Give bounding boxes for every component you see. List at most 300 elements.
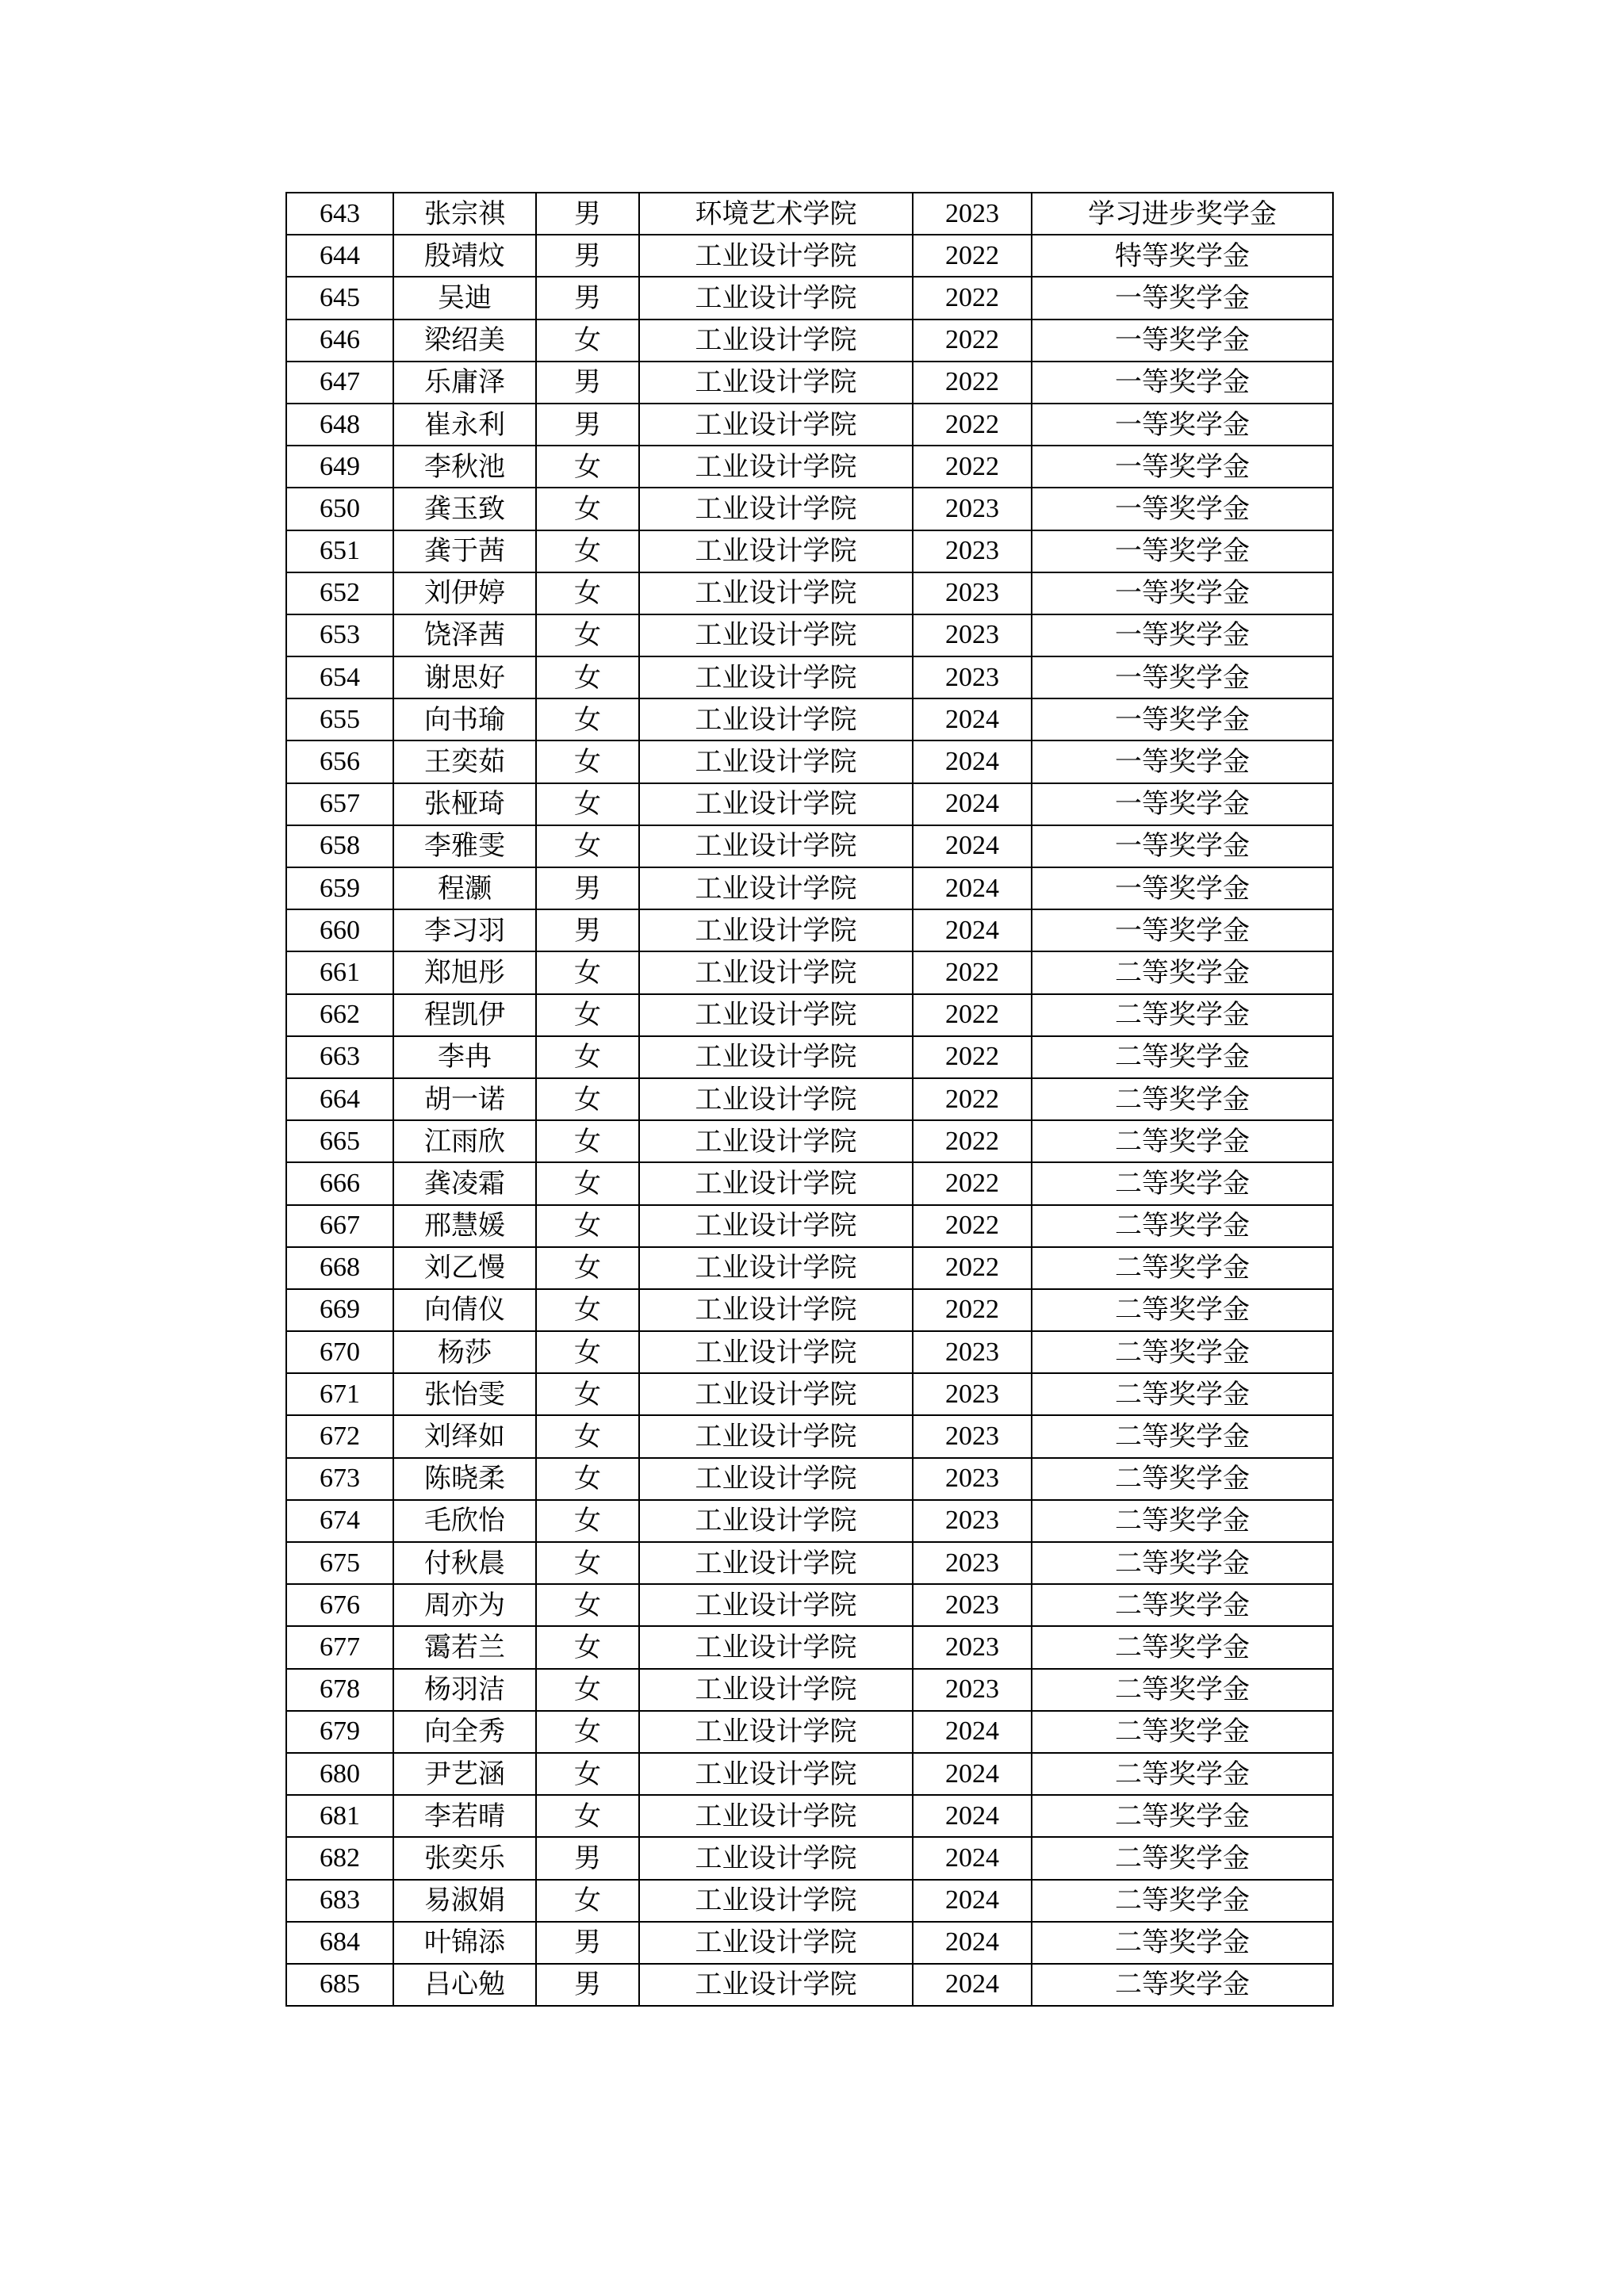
cell-college: 工业设计学院 xyxy=(639,1542,913,1584)
cell-number: 654 xyxy=(286,656,393,698)
table-row xyxy=(286,1669,1333,1711)
cell-number: 667 xyxy=(286,1205,393,1247)
cell-college: 工业设计学院 xyxy=(639,1669,913,1711)
cell-college: 工业设计学院 xyxy=(639,614,913,656)
cell-award: 二等奖学金 xyxy=(1032,1964,1333,2006)
cell-number: 668 xyxy=(286,1247,393,1289)
cell-award: 二等奖学金 xyxy=(1032,1205,1333,1247)
cell-number: 658 xyxy=(286,825,393,867)
cell-college: 工业设计学院 xyxy=(639,488,913,530)
cell-year: 2024 xyxy=(913,1711,1032,1753)
cell-year: 2022 xyxy=(913,235,1032,277)
table-row xyxy=(286,656,1333,698)
cell-college: 工业设计学院 xyxy=(639,1711,913,1753)
cell-college: 工业设计学院 xyxy=(639,1162,913,1204)
cell-number: 662 xyxy=(286,994,393,1036)
table-row xyxy=(286,1120,1333,1162)
cell-name: 霭若兰 xyxy=(393,1626,536,1668)
cell-college: 工业设计学院 xyxy=(639,572,913,614)
cell-year: 2023 xyxy=(913,614,1032,656)
cell-number: 656 xyxy=(286,740,393,783)
cell-award: 二等奖学金 xyxy=(1032,1500,1333,1542)
scholarship-table-body xyxy=(286,193,1333,2006)
cell-year: 2023 xyxy=(913,1542,1032,1584)
cell-award: 一等奖学金 xyxy=(1032,488,1333,530)
cell-year: 2024 xyxy=(913,1880,1032,1922)
cell-gender: 女 xyxy=(536,1669,639,1711)
cell-award: 一等奖学金 xyxy=(1032,656,1333,698)
cell-gender: 男 xyxy=(536,404,639,446)
cell-name: 李习羽 xyxy=(393,909,536,951)
cell-gender: 男 xyxy=(536,277,639,319)
cell-name: 李冉 xyxy=(393,1036,536,1078)
cell-name: 梁绍美 xyxy=(393,320,536,362)
table-row xyxy=(286,1795,1333,1837)
cell-award: 二等奖学金 xyxy=(1032,1795,1333,1837)
cell-year: 2022 xyxy=(913,277,1032,319)
cell-award: 一等奖学金 xyxy=(1032,320,1333,362)
cell-award: 二等奖学金 xyxy=(1032,1331,1333,1373)
cell-college: 工业设计学院 xyxy=(639,783,913,825)
cell-name: 李雅雯 xyxy=(393,825,536,867)
table-row xyxy=(286,277,1333,319)
cell-year: 2022 xyxy=(913,404,1032,446)
cell-award: 二等奖学金 xyxy=(1032,994,1333,1036)
cell-college: 工业设计学院 xyxy=(639,277,913,319)
table-row xyxy=(286,1880,1333,1922)
cell-name: 张奕乐 xyxy=(393,1837,536,1879)
cell-year: 2023 xyxy=(913,1626,1032,1668)
cell-college: 工业设计学院 xyxy=(639,1880,913,1922)
cell-award: 二等奖学金 xyxy=(1032,1669,1333,1711)
cell-gender: 男 xyxy=(536,235,639,277)
cell-number: 670 xyxy=(286,1331,393,1373)
cell-number: 657 xyxy=(286,783,393,825)
cell-college: 工业设计学院 xyxy=(639,1331,913,1373)
cell-year: 2023 xyxy=(913,1669,1032,1711)
cell-gender: 女 xyxy=(536,530,639,572)
cell-year: 2023 xyxy=(913,572,1032,614)
table-row xyxy=(286,1753,1333,1795)
cell-gender: 女 xyxy=(536,320,639,362)
cell-gender: 女 xyxy=(536,994,639,1036)
cell-number: 647 xyxy=(286,362,393,404)
cell-number: 664 xyxy=(286,1078,393,1120)
cell-gender: 女 xyxy=(536,1036,639,1078)
cell-college: 工业设计学院 xyxy=(639,1626,913,1668)
cell-year: 2022 xyxy=(913,1120,1032,1162)
cell-number: 676 xyxy=(286,1584,393,1626)
cell-number: 677 xyxy=(286,1626,393,1668)
cell-year: 2024 xyxy=(913,698,1032,740)
cell-name: 程凯伊 xyxy=(393,994,536,1036)
cell-number: 648 xyxy=(286,404,393,446)
cell-gender: 男 xyxy=(536,1837,639,1879)
cell-name: 周亦为 xyxy=(393,1584,536,1626)
cell-gender: 男 xyxy=(536,867,639,909)
table-row xyxy=(286,488,1333,530)
cell-year: 2022 xyxy=(913,1078,1032,1120)
table-row xyxy=(286,614,1333,656)
cell-number: 655 xyxy=(286,698,393,740)
cell-gender: 女 xyxy=(536,1205,639,1247)
cell-gender: 女 xyxy=(536,951,639,993)
cell-name: 陈晓柔 xyxy=(393,1458,536,1500)
cell-gender: 女 xyxy=(536,488,639,530)
table-row xyxy=(286,994,1333,1036)
cell-name: 付秋晨 xyxy=(393,1542,536,1584)
cell-name: 龚玉致 xyxy=(393,488,536,530)
cell-college: 工业设计学院 xyxy=(639,1837,913,1879)
cell-number: 666 xyxy=(286,1162,393,1204)
cell-college: 工业设计学院 xyxy=(639,698,913,740)
cell-year: 2024 xyxy=(913,825,1032,867)
cell-name: 毛欣怡 xyxy=(393,1500,536,1542)
cell-name: 吴迪 xyxy=(393,277,536,319)
cell-college: 工业设计学院 xyxy=(639,1415,913,1457)
cell-award: 一等奖学金 xyxy=(1032,530,1333,572)
cell-number: 659 xyxy=(286,867,393,909)
cell-name: 张怡雯 xyxy=(393,1373,536,1415)
cell-year: 2024 xyxy=(913,867,1032,909)
cell-college: 工业设计学院 xyxy=(639,404,913,446)
cell-name: 张宗祺 xyxy=(393,193,536,235)
cell-name: 王奕茹 xyxy=(393,740,536,783)
cell-number: 674 xyxy=(286,1500,393,1542)
cell-college: 工业设计学院 xyxy=(639,320,913,362)
cell-award: 二等奖学金 xyxy=(1032,1542,1333,1584)
cell-number: 652 xyxy=(286,572,393,614)
cell-number: 681 xyxy=(286,1795,393,1837)
table-row xyxy=(286,1289,1333,1331)
cell-year: 2022 xyxy=(913,1036,1032,1078)
cell-college: 工业设计学院 xyxy=(639,1964,913,2006)
cell-gender: 女 xyxy=(536,1247,639,1289)
table-row xyxy=(286,1500,1333,1542)
cell-name: 江雨欣 xyxy=(393,1120,536,1162)
cell-name: 崔永利 xyxy=(393,404,536,446)
table-row xyxy=(286,530,1333,572)
table-row xyxy=(286,1584,1333,1626)
cell-year: 2024 xyxy=(913,1964,1032,2006)
cell-gender: 女 xyxy=(536,1458,639,1500)
cell-college: 工业设计学院 xyxy=(639,909,913,951)
cell-number: 682 xyxy=(286,1837,393,1879)
cell-year: 2023 xyxy=(913,1500,1032,1542)
cell-gender: 女 xyxy=(536,1711,639,1753)
cell-award: 二等奖学金 xyxy=(1032,1373,1333,1415)
cell-number: 663 xyxy=(286,1036,393,1078)
cell-gender: 女 xyxy=(536,1289,639,1331)
cell-college: 工业设计学院 xyxy=(639,951,913,993)
cell-name: 龚于茜 xyxy=(393,530,536,572)
cell-gender: 女 xyxy=(536,825,639,867)
cell-name: 向书瑜 xyxy=(393,698,536,740)
cell-college: 工业设计学院 xyxy=(639,825,913,867)
cell-award: 二等奖学金 xyxy=(1032,1922,1333,1964)
cell-award: 一等奖学金 xyxy=(1032,362,1333,404)
table-row xyxy=(286,825,1333,867)
table-row xyxy=(286,404,1333,446)
cell-gender: 女 xyxy=(536,1880,639,1922)
cell-college: 工业设计学院 xyxy=(639,656,913,698)
cell-gender: 女 xyxy=(536,656,639,698)
cell-gender: 男 xyxy=(536,1922,639,1964)
cell-gender: 女 xyxy=(536,1373,639,1415)
cell-name: 饶泽茜 xyxy=(393,614,536,656)
cell-year: 2022 xyxy=(913,1162,1032,1204)
cell-year: 2023 xyxy=(913,193,1032,235)
cell-college: 工业设计学院 xyxy=(639,1205,913,1247)
cell-gender: 女 xyxy=(536,614,639,656)
table-row xyxy=(286,1205,1333,1247)
cell-award: 一等奖学金 xyxy=(1032,404,1333,446)
cell-college: 工业设计学院 xyxy=(639,1584,913,1626)
cell-gender: 女 xyxy=(536,446,639,488)
cell-number: 685 xyxy=(286,1964,393,2006)
cell-year: 2023 xyxy=(913,1584,1032,1626)
cell-number: 645 xyxy=(286,277,393,319)
cell-name: 刘乙慢 xyxy=(393,1247,536,1289)
table-row xyxy=(286,740,1333,783)
cell-award: 二等奖学金 xyxy=(1032,1415,1333,1457)
cell-year: 2024 xyxy=(913,1753,1032,1795)
cell-year: 2022 xyxy=(913,1247,1032,1289)
cell-gender: 女 xyxy=(536,1415,639,1457)
cell-award: 一等奖学金 xyxy=(1032,446,1333,488)
cell-award: 一等奖学金 xyxy=(1032,867,1333,909)
cell-year: 2023 xyxy=(913,488,1032,530)
cell-award: 二等奖学金 xyxy=(1032,1162,1333,1204)
cell-gender: 女 xyxy=(536,1542,639,1584)
cell-college: 工业设计学院 xyxy=(639,530,913,572)
cell-gender: 女 xyxy=(536,1753,639,1795)
cell-award: 二等奖学金 xyxy=(1032,1289,1333,1331)
cell-award: 一等奖学金 xyxy=(1032,614,1333,656)
cell-award: 学习进步奖学金 xyxy=(1032,193,1333,235)
table-row xyxy=(286,1247,1333,1289)
cell-award: 一等奖学金 xyxy=(1032,825,1333,867)
cell-name: 程灏 xyxy=(393,867,536,909)
table-row xyxy=(286,1964,1333,2006)
cell-number: 673 xyxy=(286,1458,393,1500)
table-row xyxy=(286,1922,1333,1964)
cell-college: 工业设计学院 xyxy=(639,1289,913,1331)
cell-award: 二等奖学金 xyxy=(1032,1626,1333,1668)
cell-award: 一等奖学金 xyxy=(1032,698,1333,740)
cell-award: 特等奖学金 xyxy=(1032,235,1333,277)
cell-award: 一等奖学金 xyxy=(1032,909,1333,951)
cell-award: 二等奖学金 xyxy=(1032,1120,1333,1162)
cell-award: 二等奖学金 xyxy=(1032,1036,1333,1078)
cell-number: 684 xyxy=(286,1922,393,1964)
table-row xyxy=(286,698,1333,740)
cell-gender: 男 xyxy=(536,909,639,951)
cell-gender: 女 xyxy=(536,572,639,614)
scholarship-table xyxy=(285,192,1334,2007)
table-row xyxy=(286,867,1333,909)
table-row xyxy=(286,1078,1333,1120)
cell-year: 2024 xyxy=(913,783,1032,825)
cell-college: 工业设计学院 xyxy=(639,446,913,488)
cell-college: 工业设计学院 xyxy=(639,867,913,909)
cell-name: 张桠琦 xyxy=(393,783,536,825)
cell-name: 杨莎 xyxy=(393,1331,536,1373)
cell-number: 672 xyxy=(286,1415,393,1457)
cell-gender: 男 xyxy=(536,1964,639,2006)
cell-college: 工业设计学院 xyxy=(639,1922,913,1964)
table-row xyxy=(286,1711,1333,1753)
cell-name: 叶锦添 xyxy=(393,1922,536,1964)
cell-name: 刘伊婷 xyxy=(393,572,536,614)
cell-year: 2022 xyxy=(913,446,1032,488)
cell-number: 644 xyxy=(286,235,393,277)
table-row xyxy=(286,1331,1333,1373)
cell-gender: 女 xyxy=(536,740,639,783)
cell-year: 2024 xyxy=(913,740,1032,783)
cell-award: 一等奖学金 xyxy=(1032,277,1333,319)
cell-name: 刘绎如 xyxy=(393,1415,536,1457)
cell-college: 工业设计学院 xyxy=(639,740,913,783)
cell-year: 2023 xyxy=(913,656,1032,698)
cell-college: 工业设计学院 xyxy=(639,362,913,404)
table-row xyxy=(286,235,1333,277)
table-row xyxy=(286,193,1333,235)
cell-number: 651 xyxy=(286,530,393,572)
cell-gender: 女 xyxy=(536,1584,639,1626)
cell-gender: 男 xyxy=(536,362,639,404)
cell-award: 二等奖学金 xyxy=(1032,1078,1333,1120)
cell-number: 669 xyxy=(286,1289,393,1331)
cell-gender: 男 xyxy=(536,193,639,235)
cell-award: 一等奖学金 xyxy=(1032,740,1333,783)
cell-year: 2022 xyxy=(913,951,1032,993)
cell-gender: 女 xyxy=(536,1078,639,1120)
cell-gender: 女 xyxy=(536,1626,639,1668)
cell-college: 工业设计学院 xyxy=(639,235,913,277)
cell-award: 二等奖学金 xyxy=(1032,1880,1333,1922)
cell-college: 工业设计学院 xyxy=(639,994,913,1036)
cell-number: 671 xyxy=(286,1373,393,1415)
cell-gender: 女 xyxy=(536,1795,639,1837)
cell-number: 650 xyxy=(286,488,393,530)
cell-college: 环境艺术学院 xyxy=(639,193,913,235)
cell-year: 2023 xyxy=(913,1331,1032,1373)
cell-name: 乐庸泽 xyxy=(393,362,536,404)
cell-award: 一等奖学金 xyxy=(1032,572,1333,614)
table-row xyxy=(286,1837,1333,1879)
cell-year: 2023 xyxy=(913,1373,1032,1415)
cell-gender: 女 xyxy=(536,783,639,825)
cell-name: 李秋池 xyxy=(393,446,536,488)
table-row xyxy=(286,362,1333,404)
table-row xyxy=(286,1036,1333,1078)
cell-name: 杨羽洁 xyxy=(393,1669,536,1711)
cell-college: 工业设计学院 xyxy=(639,1458,913,1500)
cell-gender: 女 xyxy=(536,1500,639,1542)
cell-gender: 女 xyxy=(536,1331,639,1373)
table-row xyxy=(286,1373,1333,1415)
table-row xyxy=(286,783,1333,825)
cell-year: 2024 xyxy=(913,1922,1032,1964)
cell-award: 二等奖学金 xyxy=(1032,1753,1333,1795)
table-row xyxy=(286,1415,1333,1457)
cell-award: 二等奖学金 xyxy=(1032,1711,1333,1753)
cell-name: 李若晴 xyxy=(393,1795,536,1837)
cell-year: 2023 xyxy=(913,530,1032,572)
cell-number: 660 xyxy=(286,909,393,951)
cell-college: 工业设计学院 xyxy=(639,1247,913,1289)
cell-name: 殷靖炆 xyxy=(393,235,536,277)
table-row xyxy=(286,909,1333,951)
cell-college: 工业设计学院 xyxy=(639,1036,913,1078)
cell-year: 2024 xyxy=(913,909,1032,951)
cell-year: 2022 xyxy=(913,994,1032,1036)
table-row xyxy=(286,320,1333,362)
cell-college: 工业设计学院 xyxy=(639,1120,913,1162)
cell-gender: 女 xyxy=(536,1162,639,1204)
cell-name: 谢思好 xyxy=(393,656,536,698)
cell-number: 683 xyxy=(286,1880,393,1922)
table-row xyxy=(286,1162,1333,1204)
cell-college: 工业设计学院 xyxy=(639,1078,913,1120)
cell-college: 工业设计学院 xyxy=(639,1373,913,1415)
cell-name: 邢慧媛 xyxy=(393,1205,536,1247)
cell-college: 工业设计学院 xyxy=(639,1753,913,1795)
table-row xyxy=(286,1626,1333,1668)
table-row xyxy=(286,1542,1333,1584)
cell-year: 2022 xyxy=(913,362,1032,404)
cell-year: 2022 xyxy=(913,320,1032,362)
cell-award: 二等奖学金 xyxy=(1032,1837,1333,1879)
cell-gender: 女 xyxy=(536,1120,639,1162)
cell-year: 2023 xyxy=(913,1458,1032,1500)
cell-number: 653 xyxy=(286,614,393,656)
cell-name: 龚凌霜 xyxy=(393,1162,536,1204)
cell-name: 易淑娟 xyxy=(393,1880,536,1922)
cell-year: 2024 xyxy=(913,1837,1032,1879)
cell-award: 二等奖学金 xyxy=(1032,1584,1333,1626)
table-row xyxy=(286,572,1333,614)
table-row xyxy=(286,446,1333,488)
table-row xyxy=(286,1458,1333,1500)
cell-name: 向倩仪 xyxy=(393,1289,536,1331)
cell-gender: 女 xyxy=(536,698,639,740)
cell-name: 尹艺涵 xyxy=(393,1753,536,1795)
cell-name: 向全秀 xyxy=(393,1711,536,1753)
cell-name: 郑旭彤 xyxy=(393,951,536,993)
cell-number: 680 xyxy=(286,1753,393,1795)
cell-award: 二等奖学金 xyxy=(1032,1458,1333,1500)
cell-year: 2022 xyxy=(913,1205,1032,1247)
cell-name: 胡一诺 xyxy=(393,1078,536,1120)
cell-year: 2022 xyxy=(913,1289,1032,1331)
cell-number: 643 xyxy=(286,193,393,235)
cell-number: 649 xyxy=(286,446,393,488)
cell-college: 工业设计学院 xyxy=(639,1500,913,1542)
cell-number: 646 xyxy=(286,320,393,362)
cell-number: 675 xyxy=(286,1542,393,1584)
cell-year: 2023 xyxy=(913,1415,1032,1457)
cell-name: 吕心勉 xyxy=(393,1964,536,2006)
cell-number: 679 xyxy=(286,1711,393,1753)
table-row xyxy=(286,951,1333,993)
cell-number: 661 xyxy=(286,951,393,993)
cell-number: 678 xyxy=(286,1669,393,1711)
cell-award: 二等奖学金 xyxy=(1032,951,1333,993)
cell-college: 工业设计学院 xyxy=(639,1795,913,1837)
cell-number: 665 xyxy=(286,1120,393,1162)
